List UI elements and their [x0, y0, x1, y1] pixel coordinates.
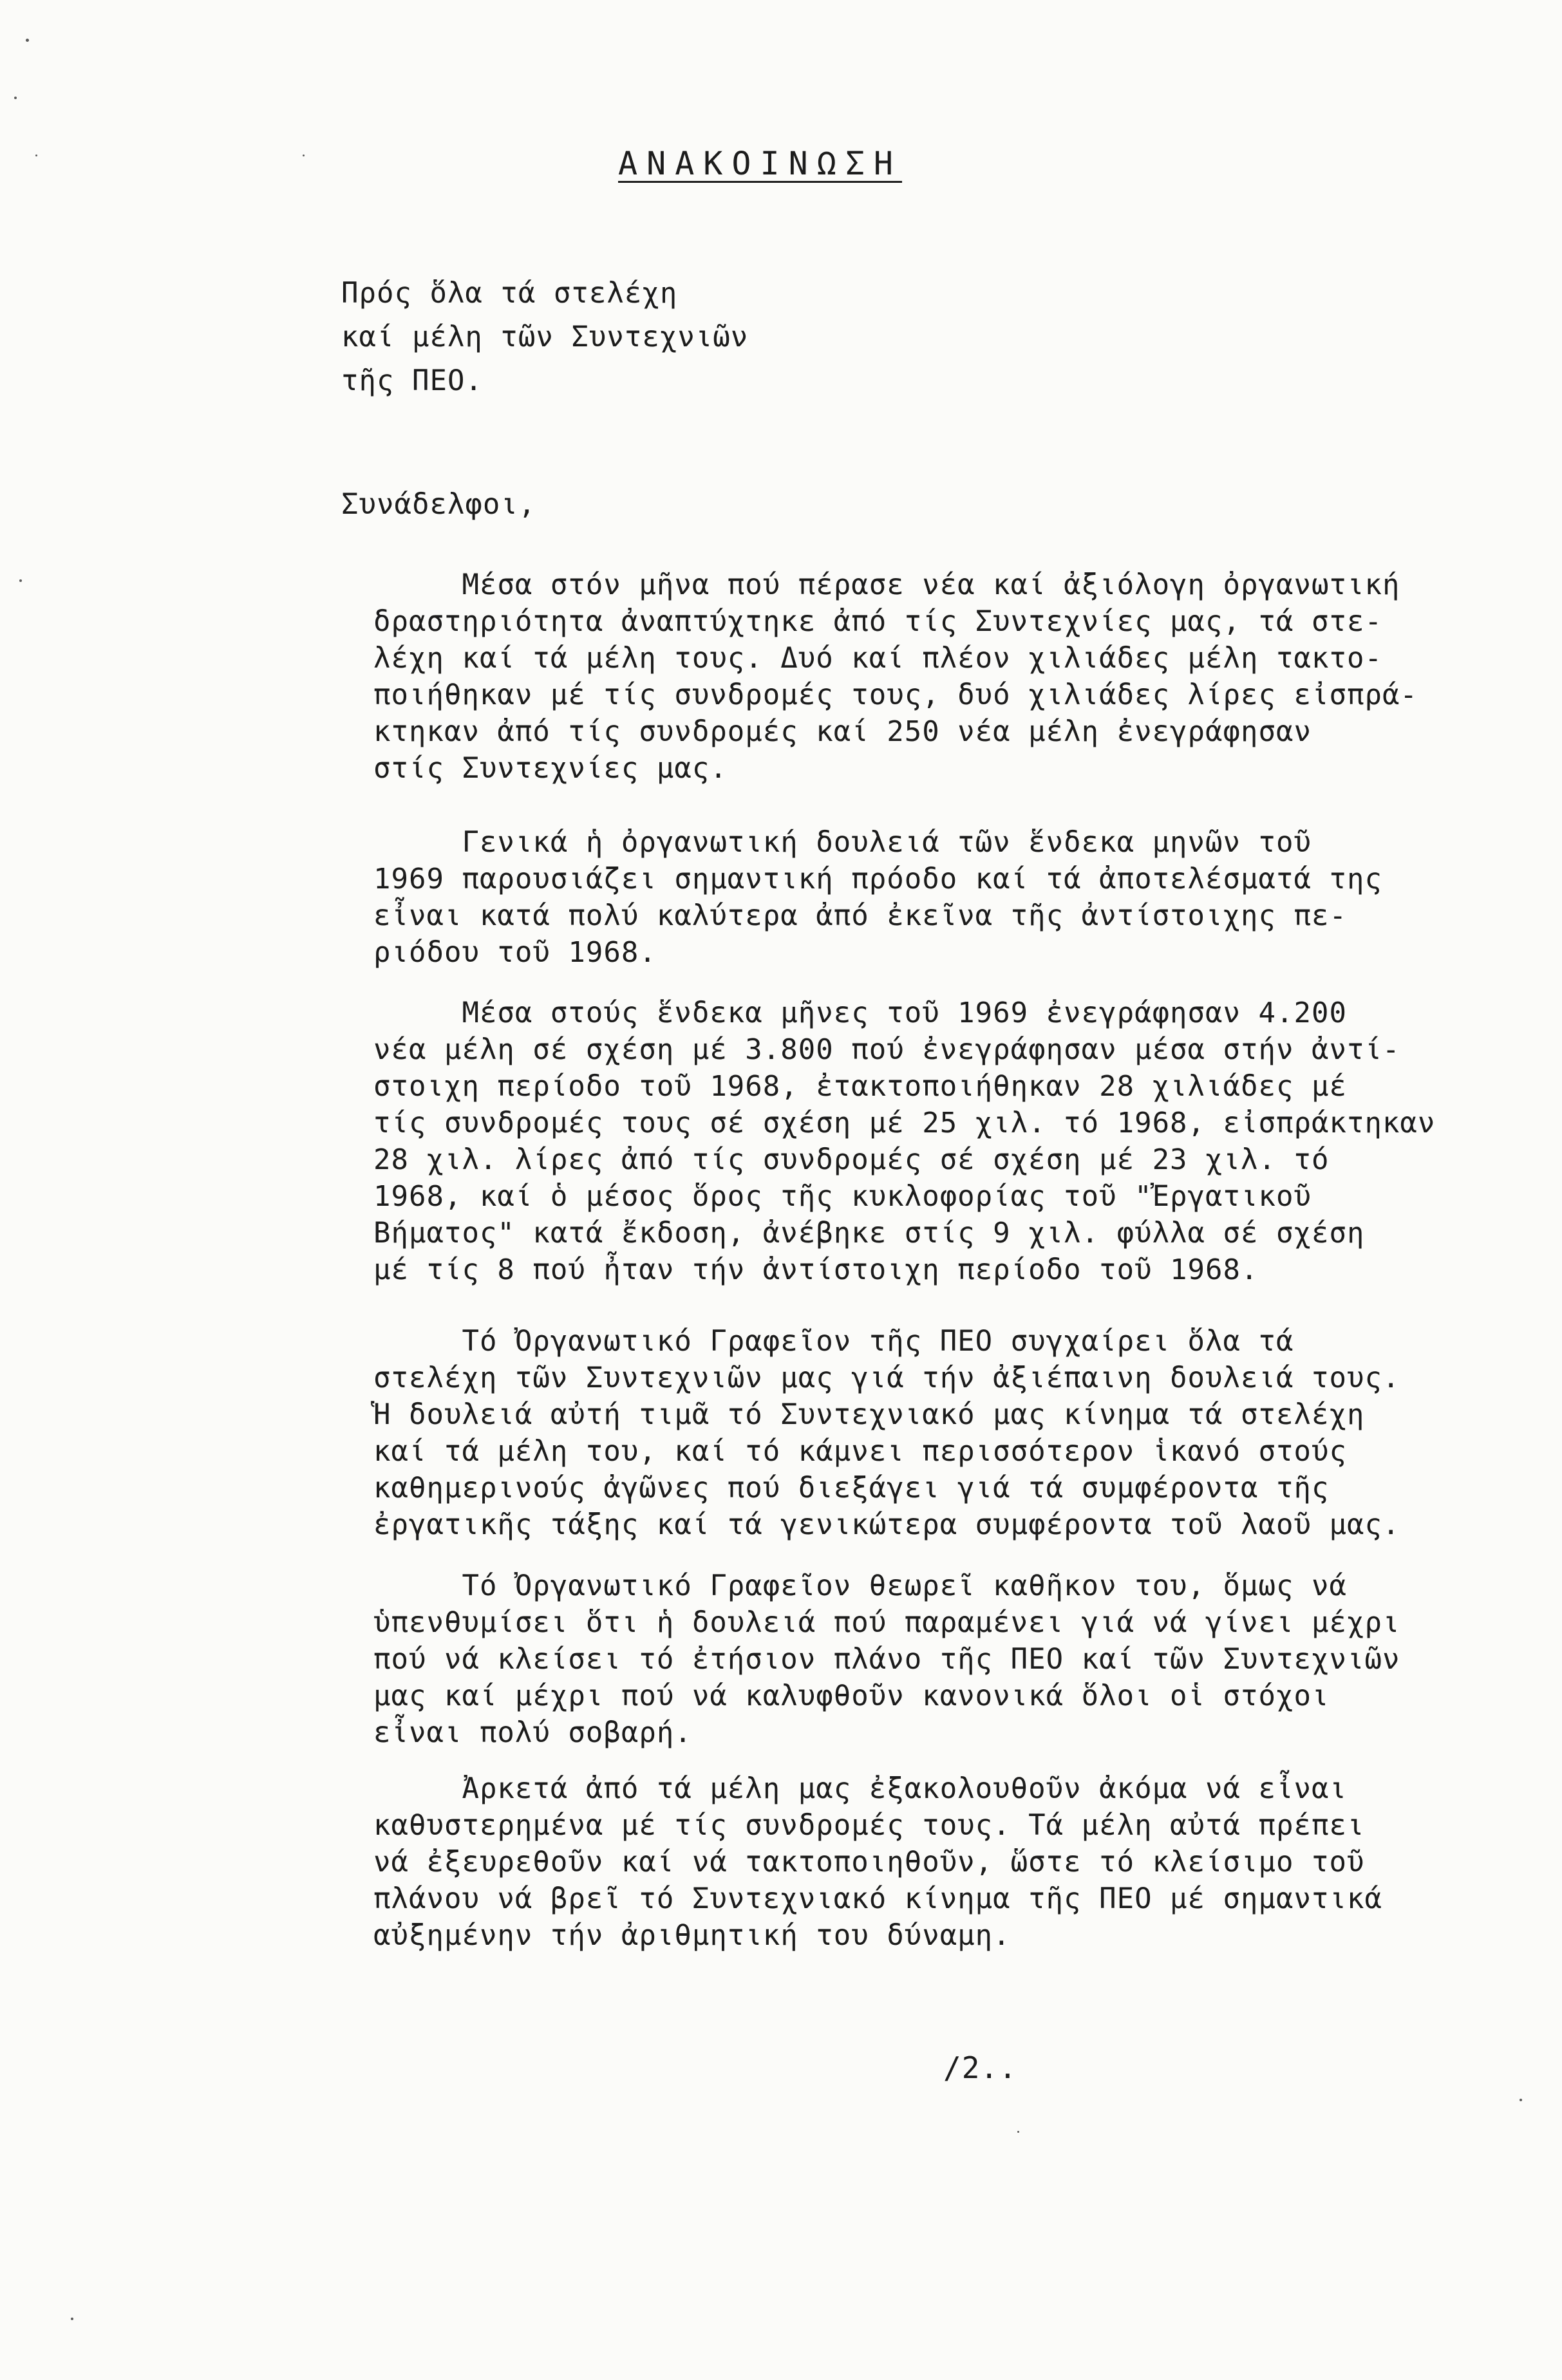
text-line: στοιχη περίοδο τοῦ 1968, ἐτακτοποιήθηκαν 28 χιλιάδες μέ	[373, 1070, 1347, 1103]
text-line: στίς Συντεχνίες μας.	[373, 752, 728, 785]
paragraph	[373, 1323, 1520, 1543]
paragraph	[373, 1770, 1520, 1954]
text-line: στελέχη τῶν Συντεχνιῶν μας γιά τήν ἀξιέπαινη δουλειά τους.	[373, 1362, 1400, 1394]
text-line: λέχη καί τά μέλη τους. Δυό καί πλέον χιλιάδες μέλη τακτο-	[373, 642, 1382, 675]
text-line: τίς συνδρομές τους σέ σχέση μέ 25 χιλ. τό 1968, εἰσπράκτηκαν	[373, 1107, 1436, 1139]
text-line: πού νά κλείσει τό ἐτήσιον πλάνο τῆς ΠΕΟ καί τῶν Συντεχνιῶν	[373, 1643, 1400, 1676]
text-line: Γενικά ἡ ὀργανωτική δουλειά τῶν ἕνδεκα μηνῶν τοῦ	[373, 826, 1312, 859]
scan-speck	[14, 97, 17, 99]
text-line: πλάνου νά βρεῖ τό Συντεχνιακό κίνημα τῆς ΠΕΟ μέ σημαντικά	[373, 1882, 1382, 1915]
paragraph	[373, 567, 1520, 787]
text-line: Βήματος" κατά ἔκδοση, ἀνέβηκε στίς 9 χιλ. φύλλα σέ σχέση	[373, 1217, 1365, 1250]
paragraph	[373, 824, 1520, 971]
scan-speck	[71, 2318, 73, 2320]
addressee-line: τῆς ΠΕΟ.	[341, 364, 483, 397]
document-title: ΑΝΑΚΟΙΝΩΣΗ	[618, 145, 903, 182]
text-line: εἶναι κατά πολύ καλύτερα ἀπό ἐκεῖνα τῆς ἀντίστοιχης πε-	[373, 899, 1347, 932]
text-line: νέα μέλη σέ σχέση μέ 3.800 πού ἐνεγράφησαν μέσα στήν ἀντί-	[373, 1033, 1400, 1066]
text-line: ἐργατικῆς τάξης καί τά γενικώτερα συμφέροντα τοῦ λαοῦ μας.	[373, 1508, 1400, 1541]
scan-speck	[1520, 2099, 1522, 2101]
text-line: 1969 παρουσιάζει σημαντική πρόοδο καί τά ἀποτελέσματά της	[373, 863, 1382, 895]
text-line: αὐξημένην τήν ἀριθμητική του δύναμη.	[373, 1919, 1011, 1952]
text-line: 1968, καί ὁ μέσος ὅρος τῆς κυκλοφορίας τοῦ "Ἐργατικοῦ	[373, 1180, 1312, 1213]
text-line: ριόδου τοῦ 1968.	[373, 936, 657, 969]
paragraph	[373, 995, 1520, 1288]
text-line: Μέσα στόν μῆνα πού πέρασε νέα καί ἀξιόλογη ὀργανωτική	[373, 568, 1400, 601]
salutation: Συνάδελφοι,	[341, 488, 536, 521]
text-line: Μέσα στούς ἕνδεκα μῆνες τοῦ 1969 ἐνεγράφησαν 4.200	[373, 997, 1347, 1029]
text-line: καί τά μέλη του, καί τό κάμνει περισσότερον ἱκανό στούς	[373, 1435, 1347, 1468]
scan-speck	[303, 155, 305, 156]
text-line: Ἡ δουλειά αὐτή τιμᾶ τό Συντεχνιακό μας κίνημα τά στελέχη	[373, 1398, 1365, 1431]
text-line: ὑπενθυμίσει ὅτι ἡ δουλειά πού παραμένει γιά νά γίνει μέχρι	[373, 1606, 1400, 1639]
text-line: Τό Ὀργανωτικό Γραφεῖον θεωρεῖ καθῆκον του, ὅμως νά	[373, 1569, 1347, 1602]
text-line: μέ τίς 8 πού ἦταν τήν ἀντίστοιχη περίοδο τοῦ 1968.	[373, 1253, 1259, 1286]
scan-speck	[26, 39, 29, 42]
text-line: καθημερινούς ἀγῶνες πού διεξάγει γιά τά συμφέροντα τῆς	[373, 1472, 1330, 1504]
text-line: ποιήθηκαν μέ τίς συνδρομές τους, δυό χιλιάδες λίρες εἰσπρά-	[373, 679, 1418, 711]
text-line: νά ἐξευρεθοῦν καί νά τακτοποιηθοῦν, ὥστε τό κλείσιμο τοῦ	[373, 1846, 1365, 1879]
text-line: εἶναι πολύ σοβαρή.	[373, 1716, 692, 1749]
addressee-line: Πρός ὅλα τά στελέχη	[341, 277, 678, 310]
paragraph	[373, 1568, 1520, 1751]
text-line: Τό Ὀργανωτικό Γραφεῖον τῆς ΠΕΟ συγχαίρει ὅλα τά	[373, 1325, 1294, 1358]
addressee-line: καί μέλη τῶν Συντεχνιῶν	[341, 321, 749, 353]
text-line: δραστηριότητα ἀναπτύχτηκε ἀπό τίς Συντεχνίες μας, τά στε-	[373, 605, 1382, 638]
text-line: κτηκαν ἀπό τίς συνδρομές καί 250 νέα μέλη ἐνεγράφησαν	[373, 715, 1312, 748]
scan-speck	[1017, 2131, 1019, 2133]
text-line: Ἀρκετά ἀπό τά μέλη μας ἐξακολουθοῦν ἀκόμα νά εἶναι	[373, 1772, 1347, 1805]
text-line: μας καί μέχρι πού νά καλυφθοῦν κανονικά ὅλοι οἱ στόχοι	[373, 1680, 1330, 1712]
scan-speck	[19, 579, 22, 582]
page-continuation-marker: /2..	[943, 2050, 1017, 2085]
text-line: καθυστερημένα μέ τίς συνδρομές τους. Τά μέλη αὐτά πρέπει	[373, 1809, 1365, 1842]
text-line: 28 χιλ. λίρες ἀπό τίς συνδρομές σέ σχέση μέ 23 χιλ. τό	[373, 1143, 1330, 1176]
scan-speck	[35, 155, 37, 156]
